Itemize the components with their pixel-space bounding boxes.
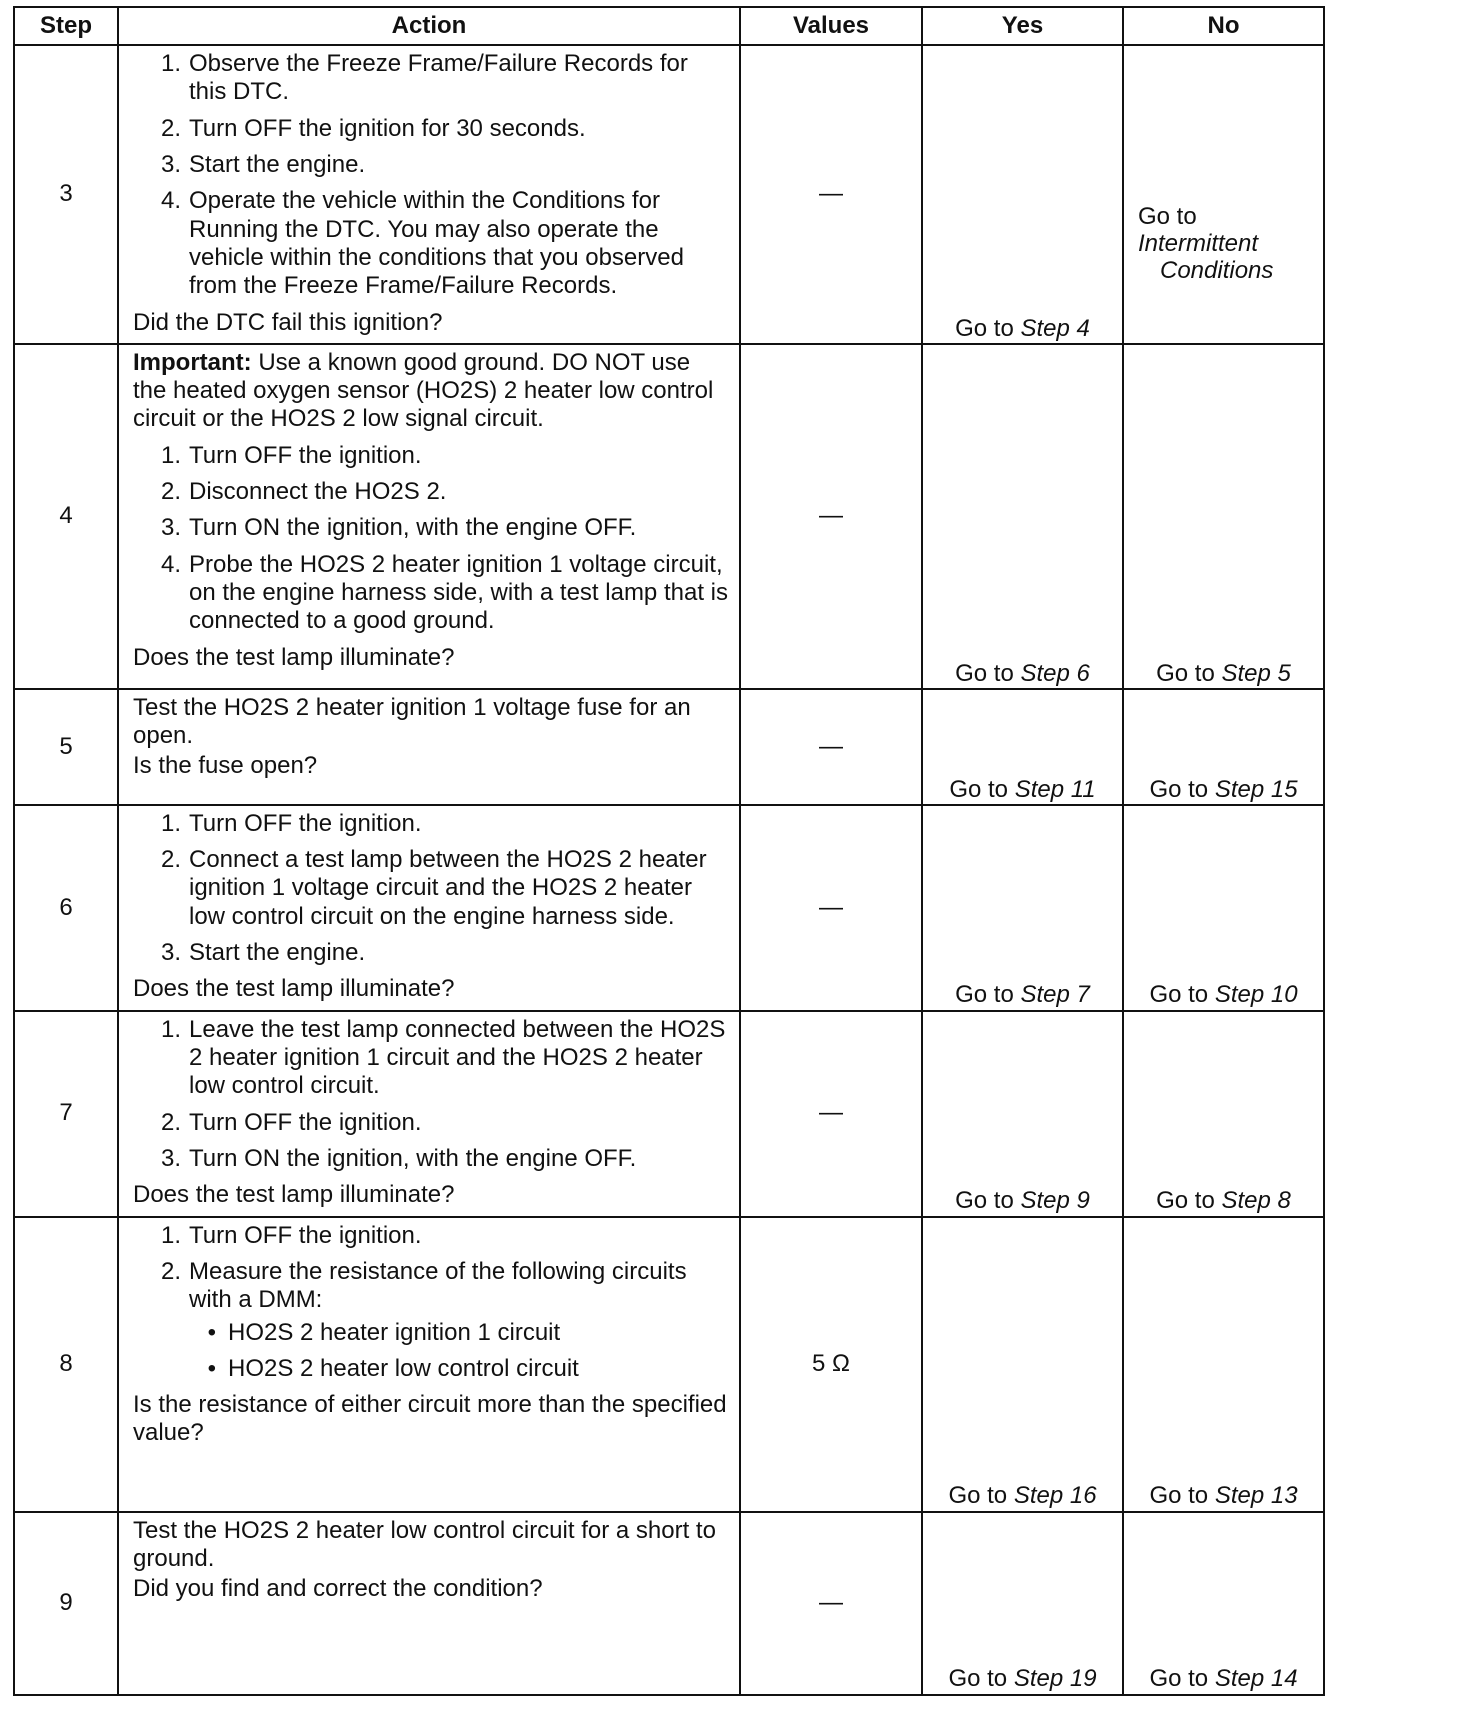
action-cell [118,1217,740,1512]
action-item: 2. Connect a test lamp between the HO2S 2 heater ignition 1 voltage circuit and the HO2S 2 heater low control circuit on the engine harness side. [160,846,707,930]
action-item: 3. Turn ON the ignition, with the engine OFF. [160,514,637,542]
value-cell: 5 Ω [740,1217,922,1512]
action-cell [118,689,740,805]
table-row-step-7 [14,1011,1324,1217]
action-text: Test the HO2S 2 heater low control circuit for a short to ground. [133,1516,716,1572]
table-row-step-3 [14,45,1324,344]
no-cell: Go to Step 8 [1123,1011,1324,1217]
step-number: 9 [14,1512,118,1695]
no-cell: Go to Intermittent Conditions [1123,45,1324,344]
yes-cell: Go to Step 9 [922,1011,1123,1217]
action-item: 2. Turn OFF the ignition. [160,1108,422,1136]
step-number: 3 [14,45,118,344]
value-cell: — [740,45,922,344]
yes-cell: Go to Step 16 [922,1217,1123,1512]
list-item: • HO2S 2 heater ignition 1 circuit [207,1318,561,1346]
yes-cell: Go to Step 6 [922,344,1123,689]
action-item: 1. Turn OFF the ignition. [160,441,422,469]
step-number: 8 [14,1217,118,1512]
action-cell [118,1011,740,1217]
action-item: 3. Start the engine. [160,150,366,178]
header-step: Step [14,7,118,45]
no-cell: Go to Step 14 [1123,1512,1324,1695]
action-question: Does the test lamp illuminate? [133,643,455,671]
yes-cell: Go to Step 4 [922,45,1123,344]
circuit-list [133,1319,729,1392]
action-question: Did you find and correct the condition? [133,1575,543,1603]
table-row-step-5 [14,689,1324,805]
yes-cell: Go to Step 19 [922,1512,1123,1695]
action-item: 4. Probe the HO2S 2 heater ignition 1 voltage circuit, on the engine harness side, with a test lamp that is connected to a good ground. [160,550,728,635]
value-cell: — [740,1011,922,1217]
action-item: 2. Measure the resistance of the following circuits with a DMM: [160,1257,687,1314]
list-item: • HO2S 2 heater low control circuit [207,1354,579,1382]
no-cell: Go to Step 13 [1123,1217,1324,1512]
action-item: 3. Turn ON the ignition, with the engine OFF. [160,1144,637,1172]
action-item: 1. Turn OFF the ignition. [160,809,422,837]
step-number: 7 [14,1011,118,1217]
action-item: 1. Leave the test lamp connected between the HO2S 2 heater ignition 1 circuit and the HO2S 2 heater low control circuit. [160,1015,726,1100]
header-yes: Yes [922,7,1123,45]
header-action: Action [118,7,740,45]
step-number: 5 [14,689,118,805]
table-row-step-9 [14,1512,1324,1695]
action-item: 1. Turn OFF the ignition. [160,1221,422,1249]
value-cell: — [740,805,922,1011]
step-number: 6 [14,805,118,1011]
action-steps [133,810,729,976]
action-question: Did the DTC fail this ignition? [133,308,443,336]
table-row-step-4 [14,344,1324,689]
yes-cell: Go to Step 11 [922,689,1123,805]
action-item: 2. Turn OFF the ignition for 30 seconds. [160,114,586,142]
action-item: 4. Operate the vehicle within the Conditions for Running the DTC. You may also operate the vehicle within the conditions that you observed from the Freeze Frame/Failure Records. [160,187,684,300]
action-steps [133,50,729,309]
value-cell: — [740,344,922,689]
no-cell: Go to Step 15 [1123,689,1324,805]
action-question: Does the test lamp illuminate? [133,1181,455,1209]
action-item: 3. Start the engine. [160,939,366,967]
header-no: No [1123,7,1324,45]
table-row-step-6 [14,805,1324,1011]
diagnostic-table [13,6,1325,1696]
no-cell: Go to Step 10 [1123,805,1324,1011]
action-item: 1. Observe the Freeze Frame/Failure Records for this DTC. [160,50,688,106]
action-text: Test the HO2S 2 heater ignition 1 voltage fuse for an open. [133,693,691,750]
no-cell: Go to Step 5 [1123,344,1324,689]
action-question: Is the resistance of either circuit more than the specified value? [133,1391,727,1447]
value-cell: — [740,689,922,805]
important-note: Important: Use a known good ground. DO NOT use the heated oxygen sensor (HO2S) 2 heater low control circuit or the HO2S 2 low signal circuit. [133,348,714,433]
action-question: Does the test lamp illuminate? [133,975,455,1003]
action-cell [118,45,740,344]
action-steps [133,1016,729,1182]
table-row-step-8 [14,1217,1324,1512]
action-cell [118,805,740,1011]
header-values: Values [740,7,922,45]
action-question: Is the fuse open? [133,752,318,780]
step-number: 4 [14,344,118,689]
header-row [14,7,1324,45]
action-item: 2. Disconnect the HO2S 2. [160,478,447,506]
yes-cell: Go to Step 7 [922,805,1123,1011]
action-steps [133,442,729,644]
value-cell: — [740,1512,922,1695]
action-steps [133,1222,729,1315]
action-cell [118,344,740,689]
action-cell [118,1512,740,1695]
